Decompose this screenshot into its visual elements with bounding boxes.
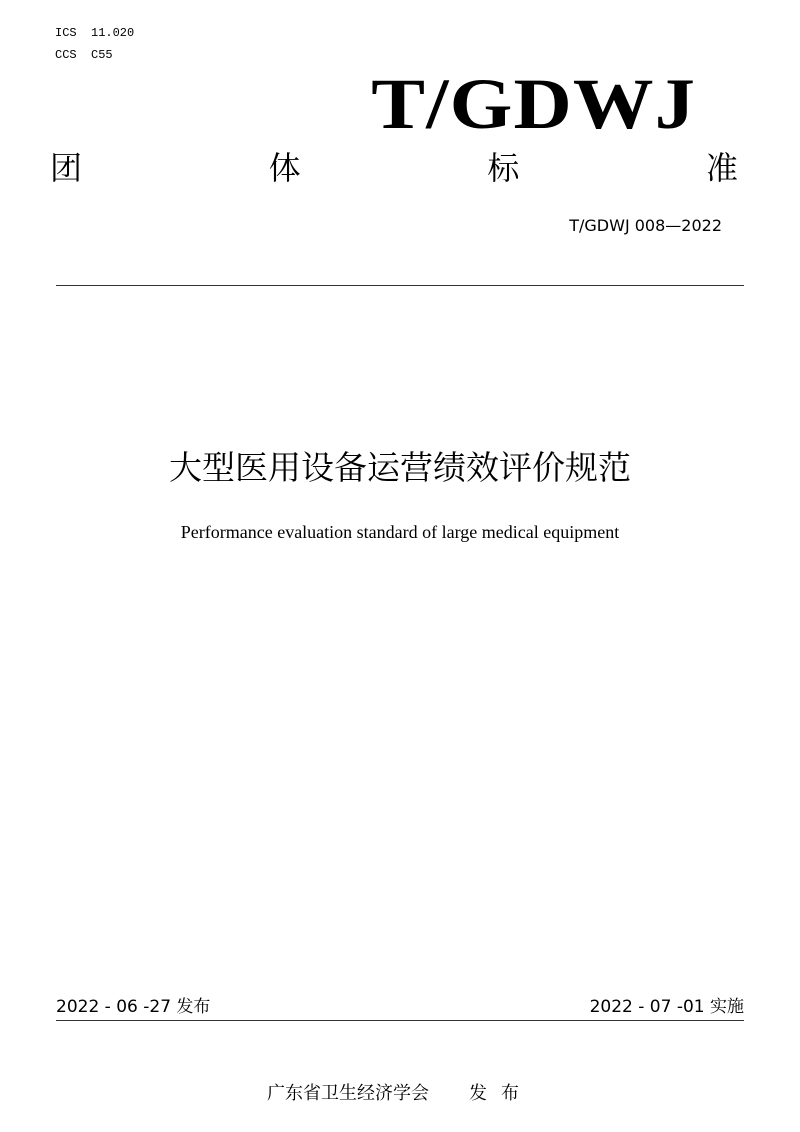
standard-type-char: 准 <box>705 149 738 187</box>
document-title-chinese: 大型医用设备运营绩效评价规范 <box>169 448 631 487</box>
ics-classification: ICS 11.020 <box>55 26 135 40</box>
issuer-line <box>0 1082 800 1106</box>
effective-date: 2022 - 07 -01 实施 <box>589 997 744 1017</box>
standard-type-heading <box>50 146 738 190</box>
publish-date: 2022 - 06 -27 发布 <box>56 997 211 1017</box>
top-divider <box>56 285 744 286</box>
ccs-classification: CCS C55 <box>55 48 113 62</box>
standard-type-char: 体 <box>268 149 301 187</box>
standard-type-char: 标 <box>487 149 520 187</box>
document-title-english: Performance evaluation standard of large medical equipment <box>180 522 620 542</box>
issuer-name: 广东省卫生经济学会 <box>267 1083 429 1104</box>
bottom-divider <box>56 1020 744 1021</box>
standard-type-char: 团 <box>50 149 83 187</box>
standard-number: T/GDWJ 008—2022 <box>569 216 722 235</box>
standard-code-logo: T/GDWJ <box>371 64 696 144</box>
issuer-action: 发布 <box>469 1083 533 1104</box>
